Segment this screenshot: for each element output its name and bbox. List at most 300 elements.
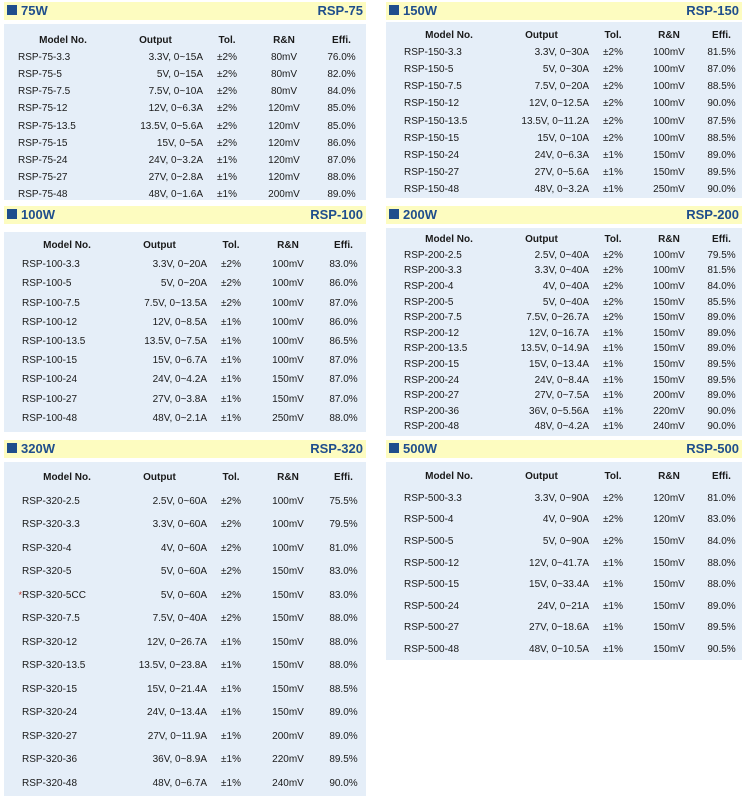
bullet-square-icon (389, 209, 399, 219)
output-cell (494, 341, 589, 357)
effi-cell-text: 87.5% (707, 115, 736, 127)
table-row (4, 100, 366, 117)
output-cell-text: 13.5V, 0~11.2A (521, 115, 589, 127)
spec-panel (4, 232, 366, 432)
output-cell (112, 584, 207, 608)
spacer-cell (4, 537, 22, 561)
table-row (4, 701, 366, 725)
spacer-cell (386, 147, 404, 164)
effi-cell (321, 725, 366, 749)
model-cell-text: RSP-320-24 (22, 707, 78, 719)
model-cell-text: RSP-320-3.3 (22, 519, 80, 531)
tol-cell-text: ±2% (221, 566, 241, 578)
table-row (4, 49, 366, 66)
table-row (386, 294, 742, 310)
tol-cell (207, 294, 255, 313)
effi-cell-text: 90.0% (329, 777, 358, 789)
model-cell-text: RSP-75-7.5 (18, 86, 71, 98)
table-row (4, 294, 366, 313)
col-rn-header: R&N (658, 234, 680, 246)
tol-cell-text: ±1% (221, 374, 241, 386)
model-cell-text: RSP-320-5 (22, 566, 72, 578)
col-model-header: Model No. (425, 30, 473, 42)
model-cell-text: RSP-500-15 (404, 579, 460, 591)
table-row (386, 341, 742, 357)
effi-cell (701, 488, 742, 510)
effi-cell (701, 341, 742, 357)
tol-cell-text: ±2% (217, 69, 237, 81)
output-cell-text: 24V, 0~3.2A (148, 154, 203, 166)
output-cell (112, 490, 207, 514)
output-cell-text: 24V, 0~4.2A (152, 374, 207, 386)
output-cell-text: 27V, 0~11.9A (147, 730, 207, 742)
output-cell-text: 5V, 0~60A (160, 589, 207, 601)
tol-cell-text: ±2% (221, 278, 241, 290)
rn-cell-text: 150mV (653, 149, 685, 161)
rn-cell (255, 560, 321, 584)
spacer-cell (4, 135, 18, 152)
model-cell (18, 135, 108, 152)
model-cell-text: RSP-100-15 (22, 355, 78, 367)
tol-cell-text: ±1% (221, 393, 241, 405)
table-row (386, 574, 742, 596)
section-header (4, 206, 366, 224)
effi-cell-text: 88.0% (707, 579, 736, 591)
rn-cell-text: 120mV (653, 492, 685, 504)
output-cell (494, 263, 589, 279)
tol-cell-text: ±1% (217, 154, 237, 166)
output-cell (112, 513, 207, 537)
rn-cell-text: 150mV (653, 327, 685, 339)
output-cell (494, 294, 589, 310)
col-effi-header: Effi. (712, 234, 731, 246)
output-cell-text: 7.5V, 0~13.5A (144, 297, 207, 309)
col-output-header: Output (525, 471, 558, 483)
table-row (386, 326, 742, 342)
output-cell-text: 13.5V, 0~5.6A (140, 120, 203, 132)
output-cell-text: 15V, 0~10A (537, 132, 589, 144)
spacer-cell (4, 370, 22, 389)
tol-cell (203, 100, 251, 117)
table-row (386, 248, 742, 264)
rn-cell-text: 150mV (272, 613, 304, 625)
table-row (4, 66, 366, 83)
model-cell (22, 370, 112, 389)
rn-cell (255, 409, 321, 428)
effi-cell (317, 83, 366, 100)
tol-cell (589, 130, 637, 147)
model-cell-text: RSP-75-5 (18, 69, 62, 81)
table-row (386, 372, 742, 388)
model-cell-text: RSP-200-48 (404, 421, 460, 433)
rn-cell-text: 100mV (653, 265, 685, 277)
rn-cell (251, 169, 317, 186)
tol-cell (589, 279, 637, 295)
col-effi-header: Effi. (332, 35, 351, 47)
table-row (386, 509, 742, 531)
output-cell-text: 5V, 0~15A (156, 69, 203, 81)
tol-cell (589, 509, 637, 531)
table-row (386, 61, 742, 78)
rn-cell (637, 248, 701, 264)
tol-cell (203, 83, 251, 100)
effi-cell-text: 89.0% (707, 600, 736, 612)
tol-cell (589, 164, 637, 181)
tol-cell (589, 326, 637, 342)
tol-cell (203, 49, 251, 66)
effi-cell-text: 88.0% (329, 412, 358, 424)
model-cell (22, 332, 112, 351)
effi-cell-text: 84.0% (707, 281, 736, 293)
rn-cell-text: 240mV (653, 421, 685, 433)
tol-cell-text: ±2% (217, 86, 237, 98)
model-cell-text: RSP-75-27 (18, 171, 68, 183)
tol-cell-text: ±2% (603, 115, 623, 127)
model-cell-text: RSP-75-12 (18, 103, 68, 115)
spacer-cell (386, 27, 404, 44)
model-cell (404, 617, 494, 639)
rn-cell-text: 120mV (268, 171, 300, 183)
effi-cell-text: 90.0% (707, 421, 736, 433)
output-cell-text: 5V, 0~90A (542, 536, 589, 548)
output-cell-text: 48V, 0~4.2A (534, 421, 589, 433)
tol-cell-text: ±1% (221, 412, 241, 424)
spacer-cell (386, 112, 404, 129)
model-cell-text: RSP-100-5 (22, 278, 72, 290)
output-cell (112, 748, 207, 772)
tol-cell (589, 248, 637, 264)
tol-cell (203, 66, 251, 83)
section-header (4, 440, 366, 458)
spacer-cell (4, 152, 18, 169)
effi-cell (317, 49, 366, 66)
effi-cell (701, 357, 742, 373)
effi-cell (701, 44, 742, 61)
tol-cell-text: ±1% (603, 405, 623, 417)
effi-cell (321, 313, 366, 332)
table-row (4, 654, 366, 678)
output-cell (108, 135, 203, 152)
model-cell (18, 83, 108, 100)
footnote-star: * (18, 589, 22, 600)
output-cell-text: 5V, 0~40A (542, 296, 589, 308)
spacer-cell (4, 49, 18, 66)
model-cell (22, 631, 112, 655)
effi-cell (317, 186, 366, 203)
tol-cell (207, 255, 255, 274)
rn-cell (251, 49, 317, 66)
effi-cell (701, 95, 742, 112)
spacer-cell (386, 488, 404, 510)
output-cell-text: 15V, 0~21.4A (147, 683, 207, 695)
effi-cell-text: 85.5% (707, 296, 736, 308)
effi-cell (321, 255, 366, 274)
effi-cell-text: 89.5% (329, 754, 358, 766)
model-cell (404, 263, 494, 279)
tol-cell-text: ±1% (221, 754, 241, 766)
table-row (4, 584, 366, 608)
spacer-cell (386, 44, 404, 61)
model-cell-text: RSP-100-48 (22, 412, 78, 424)
effi-cell (321, 274, 366, 293)
table-header-row (4, 32, 366, 49)
rn-cell (637, 388, 701, 404)
table-row (4, 351, 366, 370)
tol-cell (207, 748, 255, 772)
rn-cell-text: 150mV (653, 536, 685, 548)
effi-cell (701, 294, 742, 310)
effi-cell (317, 100, 366, 117)
rn-cell-text: 100mV (272, 519, 304, 531)
model-cell-text: RSP-320-13.5 (22, 660, 86, 672)
effi-cell (701, 531, 742, 553)
table-row (386, 388, 742, 404)
spacer-cell (386, 78, 404, 95)
rn-cell (255, 584, 321, 608)
col-model-header: Model No. (425, 234, 473, 246)
effi-cell-text: 89.0% (707, 312, 736, 324)
spacer-cell (386, 263, 404, 279)
output-cell (494, 639, 589, 661)
effi-cell-text: 90.5% (707, 644, 736, 656)
spec-table (4, 32, 366, 203)
table-row (386, 279, 742, 295)
effi-cell-text: 89.0% (707, 327, 736, 339)
effi-cell (321, 654, 366, 678)
model-cell-text: RSP-75-24 (18, 154, 68, 166)
rn-cell-text: 250mV (653, 183, 685, 195)
tol-cell (589, 596, 637, 618)
model-cell-text: RSP-320-4 (22, 542, 72, 554)
output-cell (108, 66, 203, 83)
effi-cell-text: 90.0% (707, 98, 736, 110)
table-row (4, 186, 366, 203)
output-cell (494, 248, 589, 264)
table-row (386, 112, 742, 129)
tol-cell (207, 390, 255, 409)
model-cell (18, 169, 108, 186)
col-rn-header: R&N (277, 240, 299, 252)
tol-cell-text: ±2% (221, 519, 241, 531)
tol-cell (203, 169, 251, 186)
tol-cell-text: ±2% (603, 296, 623, 308)
tol-cell-text: ±2% (603, 249, 623, 261)
effi-cell-text: 81.0% (329, 542, 358, 554)
model-cell-text: RSP-500-3.3 (404, 492, 462, 504)
output-cell-text: 3.3V, 0~30A (534, 47, 589, 59)
spec-table (4, 466, 366, 795)
tol-cell-text: ±2% (603, 265, 623, 277)
effi-cell-text: 85.0% (327, 103, 356, 115)
output-cell-text: 7.5V, 0~26.7A (526, 312, 589, 324)
spec-table (4, 236, 366, 428)
effi-cell-text: 89.0% (329, 707, 358, 719)
rn-cell-text: 150mV (272, 683, 304, 695)
rn-cell-text: 80mV (270, 52, 298, 64)
output-cell (494, 130, 589, 147)
model-cell (404, 552, 494, 574)
effi-cell-text: 76.0% (327, 52, 356, 64)
model-cell (404, 574, 494, 596)
spacer-cell (4, 100, 18, 117)
output-cell-text: 48V, 0~2.1A (152, 412, 207, 424)
tol-cell (207, 490, 255, 514)
rn-cell-text: 100mV (272, 495, 304, 507)
effi-cell-text: 86.0% (327, 137, 356, 149)
model-cell (404, 112, 494, 129)
tol-cell (207, 678, 255, 702)
output-cell (112, 409, 207, 428)
effi-cell-text: 90.0% (707, 183, 736, 195)
section-rsp-500 (386, 440, 742, 660)
model-cell (18, 100, 108, 117)
output-cell-text: 24V, 0~13.4A (147, 707, 207, 719)
output-cell (108, 186, 203, 203)
tol-cell (589, 552, 637, 574)
model-cell-text: RSP-75-15 (18, 137, 68, 149)
model-cell (22, 513, 112, 537)
output-cell-text: 12V, 0~6.3A (148, 103, 203, 115)
rn-cell-text: 80mV (270, 86, 298, 98)
model-cell (404, 357, 494, 373)
tol-cell-text: ±2% (221, 297, 241, 309)
effi-cell-text: 81.0% (707, 492, 736, 504)
tol-cell-text: ±2% (221, 542, 241, 554)
rn-cell-text: 100mV (653, 249, 685, 261)
rn-cell-text: 100mV (272, 355, 304, 367)
col-output-header: Output (139, 35, 172, 47)
model-cell (404, 61, 494, 78)
spacer-cell (386, 531, 404, 553)
rn-cell-text: 150mV (653, 166, 685, 178)
table-row (4, 513, 366, 537)
model-cell-text: RSP-100-3.3 (22, 259, 80, 271)
output-cell-text: 7.5V, 0~20A (534, 81, 589, 93)
col-model-header: Model No. (43, 472, 91, 484)
rn-cell-text: 120mV (653, 514, 685, 526)
effi-cell (321, 607, 366, 631)
spacer-cell (4, 678, 22, 702)
model-cell (404, 248, 494, 264)
effi-cell (321, 748, 366, 772)
table-row (386, 310, 742, 326)
tol-cell-text: ±1% (603, 644, 623, 656)
model-cell-text: RSP-500-27 (404, 622, 460, 634)
effi-cell-text: 85.0% (327, 120, 356, 132)
output-cell (108, 117, 203, 134)
rn-cell (255, 725, 321, 749)
table-row (4, 274, 366, 293)
effi-cell (701, 552, 742, 574)
output-cell-text: 27V, 0~5.6A (534, 166, 589, 178)
tol-cell-text: ±1% (221, 636, 241, 648)
tol-cell-text: ±1% (603, 374, 623, 386)
effi-cell (701, 279, 742, 295)
output-cell (112, 294, 207, 313)
output-cell-text: 4V, 0~60A (160, 542, 207, 554)
tol-cell-text: ±1% (603, 600, 623, 612)
rn-cell (637, 279, 701, 295)
model-cell (18, 152, 108, 169)
effi-cell-text: 88.5% (707, 81, 736, 93)
tol-cell (207, 351, 255, 370)
rn-cell (637, 617, 701, 639)
model-cell-text: RSP-320-5CC (22, 589, 86, 601)
spacer-cell (386, 388, 404, 404)
spacer-cell (4, 351, 22, 370)
output-cell (112, 313, 207, 332)
tol-cell (207, 725, 255, 749)
effi-cell-text: 88.0% (329, 613, 358, 625)
model-cell-text: RSP-320-7.5 (22, 613, 80, 625)
spacer-cell (386, 341, 404, 357)
effi-cell (701, 617, 742, 639)
effi-cell-text: 89.0% (707, 149, 736, 161)
rn-cell-text: 100mV (653, 98, 685, 110)
output-cell (112, 560, 207, 584)
rn-cell-text: 150mV (653, 644, 685, 656)
model-cell (18, 186, 108, 203)
output-cell-text: 5V, 0~60A (160, 566, 207, 578)
effi-cell-text: 88.5% (329, 683, 358, 695)
output-cell-text: 3.3V, 0~60A (152, 519, 207, 531)
spacer-cell (386, 617, 404, 639)
effi-cell (701, 310, 742, 326)
table-row (386, 181, 742, 198)
rn-cell (255, 255, 321, 274)
rn-cell-text: 150mV (653, 600, 685, 612)
table-row (4, 332, 366, 351)
spacer-cell (4, 607, 22, 631)
table-header-row (386, 27, 742, 44)
table-row (4, 135, 366, 152)
wattage-label: 75W (21, 3, 48, 18)
output-cell (494, 310, 589, 326)
spacer-cell (386, 419, 404, 435)
section-rsp-75 (4, 2, 366, 200)
table-row (386, 488, 742, 510)
tol-cell-text: ±1% (603, 359, 623, 371)
effi-cell (701, 164, 742, 181)
tol-cell-text: ±2% (603, 536, 623, 548)
table-row (386, 44, 742, 61)
table-row (4, 409, 366, 428)
tol-cell-text: ±1% (217, 188, 237, 200)
spacer-cell (4, 466, 22, 490)
model-cell-text: RSP-150-15 (404, 132, 460, 144)
rn-cell (251, 100, 317, 117)
col-output-header: Output (143, 240, 176, 252)
effi-cell (701, 509, 742, 531)
table-row (386, 263, 742, 279)
rn-cell-text: 150mV (272, 589, 304, 601)
model-cell (404, 531, 494, 553)
effi-cell-text: 87.0% (329, 297, 358, 309)
effi-cell-text: 86.0% (329, 278, 358, 290)
spacer-cell (4, 274, 22, 293)
rn-cell-text: 150mV (653, 374, 685, 386)
tol-cell (589, 341, 637, 357)
section-header (4, 2, 366, 20)
rn-cell (637, 509, 701, 531)
rn-cell-text: 200mV (653, 390, 685, 402)
model-cell (404, 130, 494, 147)
effi-cell (701, 112, 742, 129)
tol-cell (589, 147, 637, 164)
rn-cell (255, 274, 321, 293)
effi-cell (701, 639, 742, 661)
tol-cell (589, 95, 637, 112)
